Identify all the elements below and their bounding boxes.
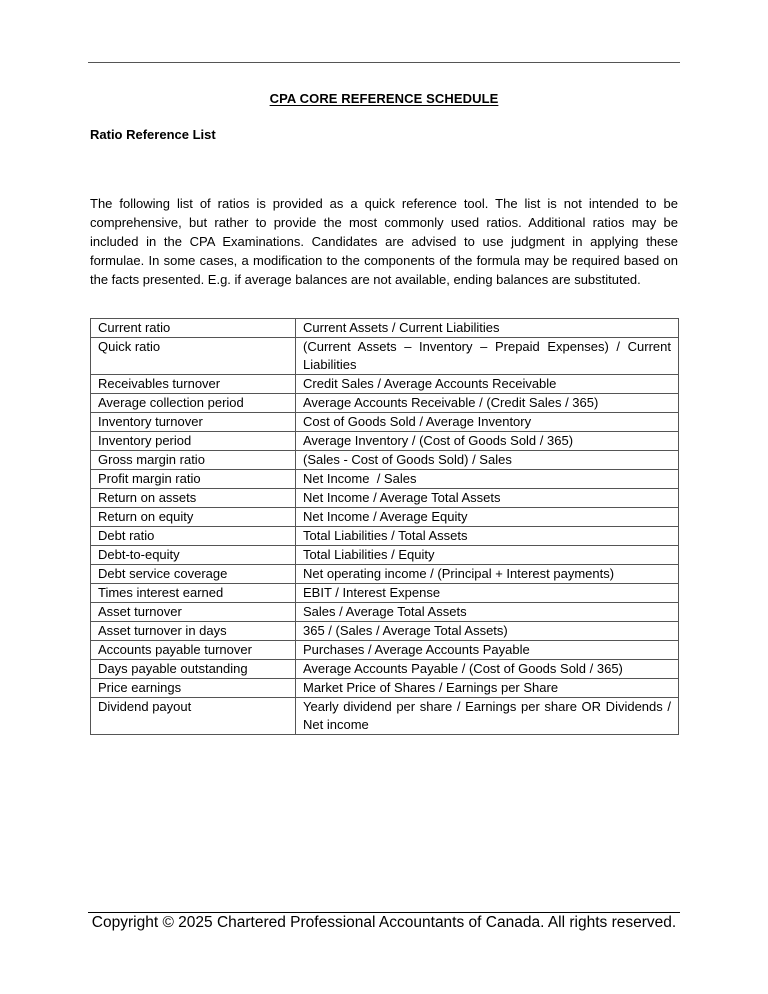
- ratio-name: Dividend payout: [91, 698, 296, 735]
- table-row: [91, 527, 679, 546]
- table-row: [91, 489, 679, 508]
- ratio-formula: (Current Assets – Inventory – Prepaid Expenses) / Current Liabilities: [296, 338, 679, 375]
- table-row: [91, 375, 679, 394]
- ratio-name: Inventory turnover: [91, 413, 296, 432]
- table-row: [91, 641, 679, 660]
- ratio-formula: Purchases / Average Accounts Payable: [296, 641, 679, 660]
- ratio-formula: Sales / Average Total Assets: [296, 603, 679, 622]
- table-row: [91, 546, 679, 565]
- ratio-formula: Average Inventory / (Cost of Goods Sold / 365): [296, 432, 679, 451]
- table-row: [91, 508, 679, 527]
- ratio-formula: 365 / (Sales / Average Total Assets): [296, 622, 679, 641]
- ratio-formula: Credit Sales / Average Accounts Receivable: [296, 375, 679, 394]
- ratio-formula: Average Accounts Payable / (Cost of Goods Sold / 365): [296, 660, 679, 679]
- ratio-table: [90, 318, 679, 735]
- table-row: [91, 319, 679, 338]
- ratio-formula: (Sales - Cost of Goods Sold) / Sales: [296, 451, 679, 470]
- section-heading: Ratio Reference List: [90, 127, 216, 142]
- ratio-name: Return on equity: [91, 508, 296, 527]
- ratio-name: Times interest earned: [91, 584, 296, 603]
- ratio-name: Debt service coverage: [91, 565, 296, 584]
- ratio-formula: Average Accounts Receivable / (Credit Sales / 365): [296, 394, 679, 413]
- ratio-name: Price earnings: [91, 679, 296, 698]
- ratio-formula: EBIT / Interest Expense: [296, 584, 679, 603]
- intro-paragraph: The following list of ratios is provided as a quick reference tool. The list is not intended to be comprehensive, but rather to provide the most commonly used ratios. Additional ratios may be included in the CPA Examinations. Candidates are advised to use judgment in applying these formulae. In some cases, a modification to the components of the formula may be required based on the facts presented. E.g. if average balances are not available, ending balances are substituted.: [90, 196, 678, 287]
- ratio-formula: Total Liabilities / Equity: [296, 546, 679, 565]
- table-row: [91, 698, 679, 735]
- table-row: [91, 622, 679, 641]
- table-row: [91, 338, 679, 375]
- ratio-name: Profit margin ratio: [91, 470, 296, 489]
- ratio-name: Asset turnover: [91, 603, 296, 622]
- ratio-formula: Market Price of Shares / Earnings per Share: [296, 679, 679, 698]
- ratio-name: Receivables turnover: [91, 375, 296, 394]
- table-row: [91, 679, 679, 698]
- header-rule: [88, 62, 680, 63]
- ratio-formula: Net Income / Sales: [296, 470, 679, 489]
- footer-rule: [88, 912, 680, 913]
- ratio-formula: Net operating income / (Principal + Interest payments): [296, 565, 679, 584]
- table-row: [91, 470, 679, 489]
- table-row: [91, 660, 679, 679]
- table-row: [91, 451, 679, 470]
- table-row: [91, 584, 679, 603]
- ratio-formula: Total Liabilities / Total Assets: [296, 527, 679, 546]
- ratio-formula: Yearly dividend per share / Earnings per share OR Dividends / Net income: [296, 698, 679, 735]
- ratio-name: Quick ratio: [91, 338, 296, 375]
- ratio-name: Debt ratio: [91, 527, 296, 546]
- ratio-name: Accounts payable turnover: [91, 641, 296, 660]
- ratio-name: Gross margin ratio: [91, 451, 296, 470]
- ratio-name: Asset turnover in days: [91, 622, 296, 641]
- table-row: [91, 394, 679, 413]
- ratio-name: Average collection period: [91, 394, 296, 413]
- ratio-formula: Current Assets / Current Liabilities: [296, 319, 679, 338]
- copyright-notice: Copyright © 2025 Chartered Professional Accountants of Canada. All rights reserved.: [91, 914, 677, 931]
- table-row: [91, 432, 679, 451]
- ratio-formula: Cost of Goods Sold / Average Inventory: [296, 413, 679, 432]
- ratio-name: Return on assets: [91, 489, 296, 508]
- ratio-formula: Net Income / Average Equity: [296, 508, 679, 527]
- table-row: [91, 565, 679, 584]
- ratio-name: Debt-to-equity: [91, 546, 296, 565]
- table-row: [91, 413, 679, 432]
- document-title: CPA CORE REFERENCE SCHEDULE: [269, 91, 499, 106]
- ratio-name: Current ratio: [91, 319, 296, 338]
- table-row: [91, 603, 679, 622]
- ratio-name: Days payable outstanding: [91, 660, 296, 679]
- ratio-formula: Net Income / Average Total Assets: [296, 489, 679, 508]
- ratio-name: Inventory period: [91, 432, 296, 451]
